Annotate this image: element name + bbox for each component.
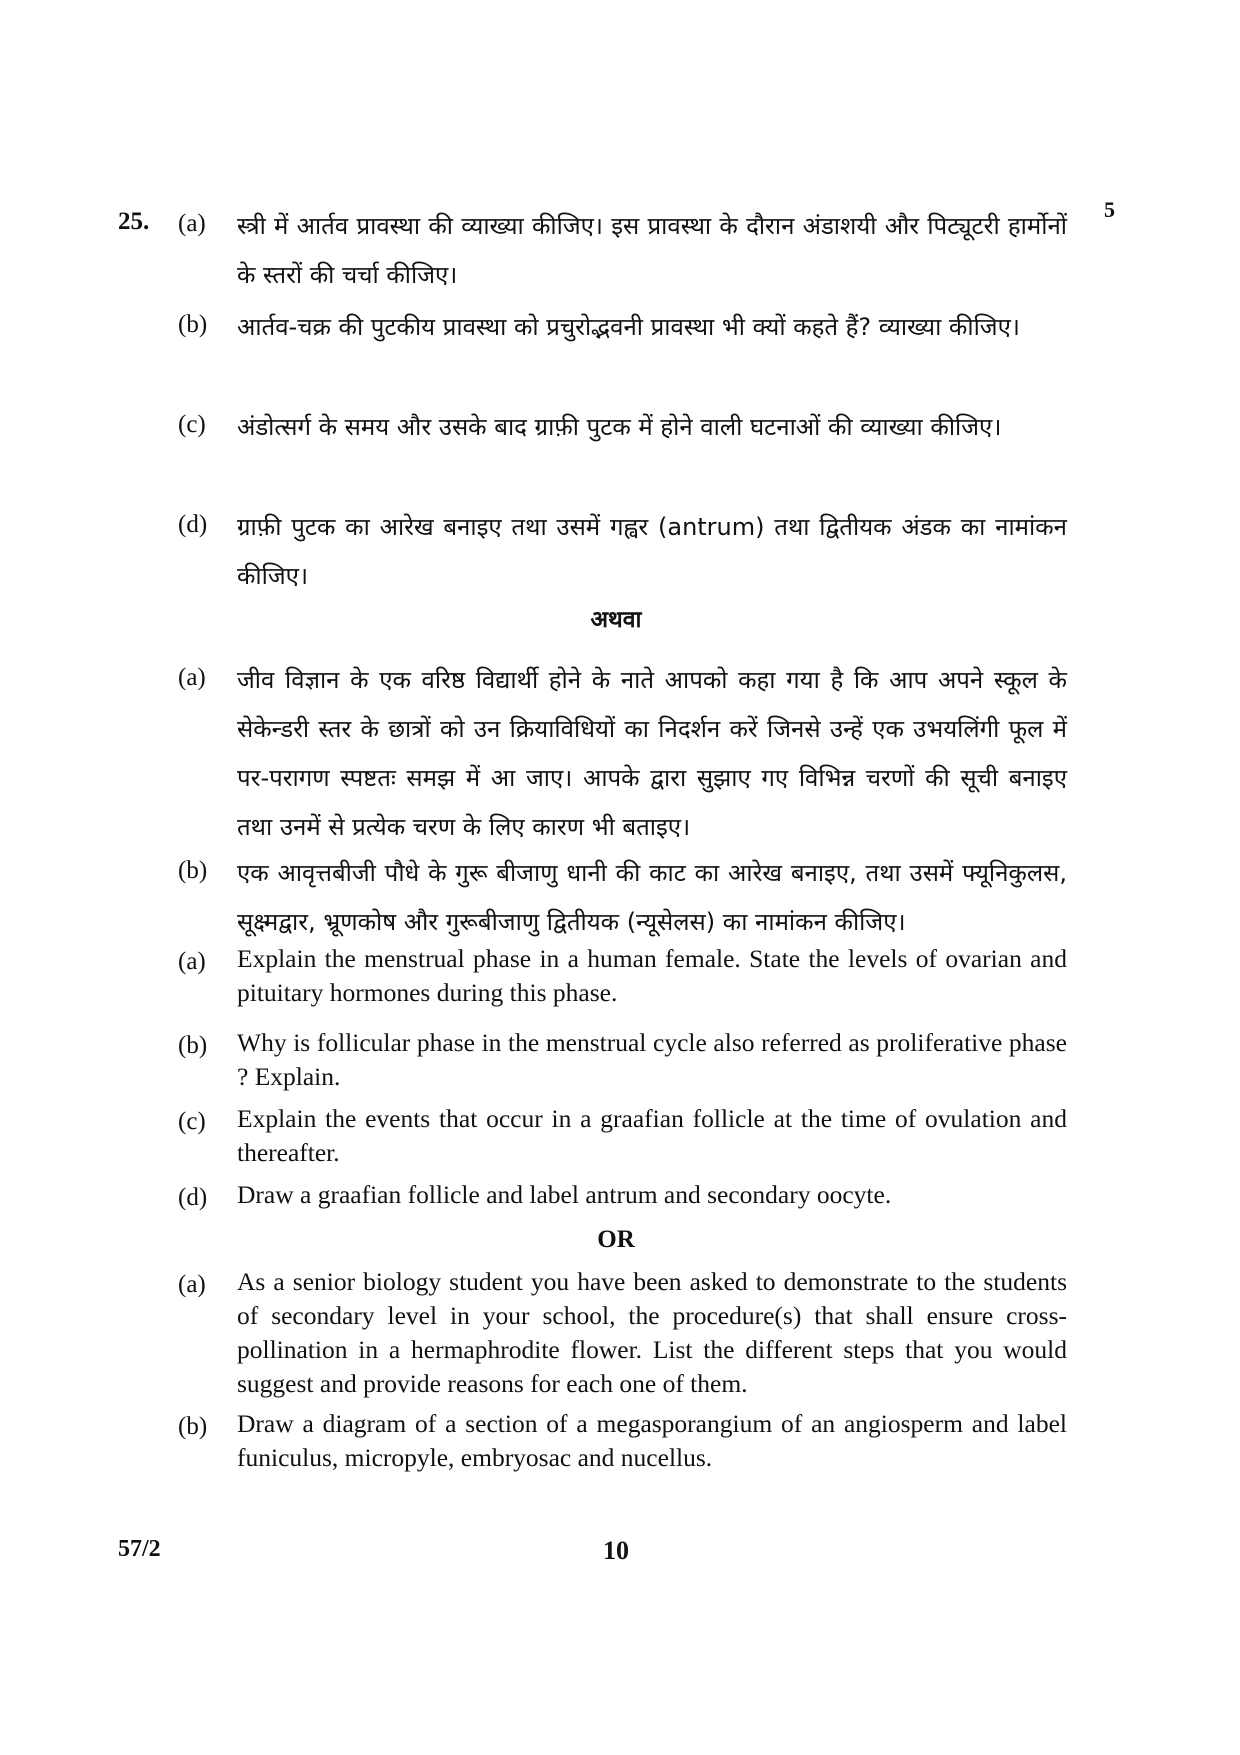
part-label: (a)	[178, 1271, 206, 1298]
part-label: (c)	[178, 411, 206, 438]
part-text: एक आवृत्तबीजी पौधे के गुरू बीजाणु धानी की काट का आरेख बनाइए, तथा उसमें फ्यूनिकुलस, सूक्ष्मद्वार, भ्रूणकोष और गुरूबीजाणु द्वितीयक (न्यूसेलस) का नामांकन कीजिए।	[237, 859, 1067, 936]
part-label: (b)	[178, 1032, 208, 1059]
part-label: (a)	[178, 664, 206, 691]
part-label: (b)	[178, 857, 208, 884]
part-label: (a)	[178, 948, 206, 975]
paper-code: 57/2	[118, 1536, 161, 1562]
part-text: As a senior biology student you have been asked to demonstrate to the students of secondary level in your school, the procedure(s) that shall ensure cross-pollination in a hermaphrodite flower. List the different steps that you would suggest and provide reasons for each one of them.	[237, 1267, 1067, 1398]
part-label: (d)	[178, 1184, 208, 1211]
question-number: 25.	[118, 208, 150, 235]
part-label: (b)	[178, 1413, 208, 1440]
part-text: Why is follicular phase in the menstrual cycle also referred as proliferative phase ? Explain.	[237, 1028, 1067, 1091]
part-text: Draw a graafian follicle and label antrum and secondary oocyte.	[237, 1180, 892, 1209]
part-label: (d)	[178, 511, 208, 538]
part-text: ग्राफ़ी पुटक का आरेख बनाइए तथा उसमें गह्वर (antrum) तथा द्वितीयक अंडक का नामांकन कीजिए।	[237, 513, 1067, 590]
part-label: (b)	[178, 311, 208, 338]
part-label: (a)	[178, 210, 206, 237]
page-number: 10	[603, 1536, 629, 1565]
english-or-heading: OR	[597, 1226, 635, 1253]
part-text: जीव विज्ञान के एक वरिष्ठ विद्यार्थी होने के नाते आपको कहा गया है कि आप अपने स्कूल के सेकेन्डरी स्तर के छात्रों को उन क्रियाविधियों का निदर्शन करें जिनसे उन्हें एक उभयलिंगी फूल में पर-परागण स्पष्टतः समझ में आ जाए। आपके द्वारा सुझाए गए विभिन्न चरणों की सूची बनाइए तथा उनमें से प्रत्येक चरण के लिए कारण भी बताइए।	[237, 666, 1067, 841]
part-text: स्त्री में आर्तव प्रावस्था की व्याख्या कीजिए। इस प्रावस्था के दौरान अंडाशयी और पिट्यूटरी हार्मोनों के स्तरों की चर्चा कीजिए।	[237, 212, 1067, 289]
part-text: Draw a diagram of a section of a megasporangium of an angiosperm and label funiculus, micropyle, embryosac and nucellus.	[237, 1409, 1067, 1472]
part-text: Explain the events that occur in a graafian follicle at the time of ovulation and thereafter.	[237, 1104, 1067, 1167]
part-text: अंडोत्सर्ग के समय और उसके बाद ग्राफ़ी पुटक में होने वाली घटनाओं की व्याख्या कीजिए।	[237, 413, 1002, 441]
hindi-or-heading: अथवा	[590, 607, 642, 633]
question-marks: 5	[1104, 197, 1115, 222]
part-text: आर्तव-चक्र की पुटकीय प्रावस्था को प्रचुरोद्भवनी प्रावस्था भी क्यों कहते हैं? व्याख्या कीजिए।	[237, 313, 1020, 341]
part-label: (c)	[178, 1108, 206, 1135]
part-text: Explain the menstrual phase in a human female. State the levels of ovarian and pituitary hormones during this phase.	[237, 944, 1067, 1007]
